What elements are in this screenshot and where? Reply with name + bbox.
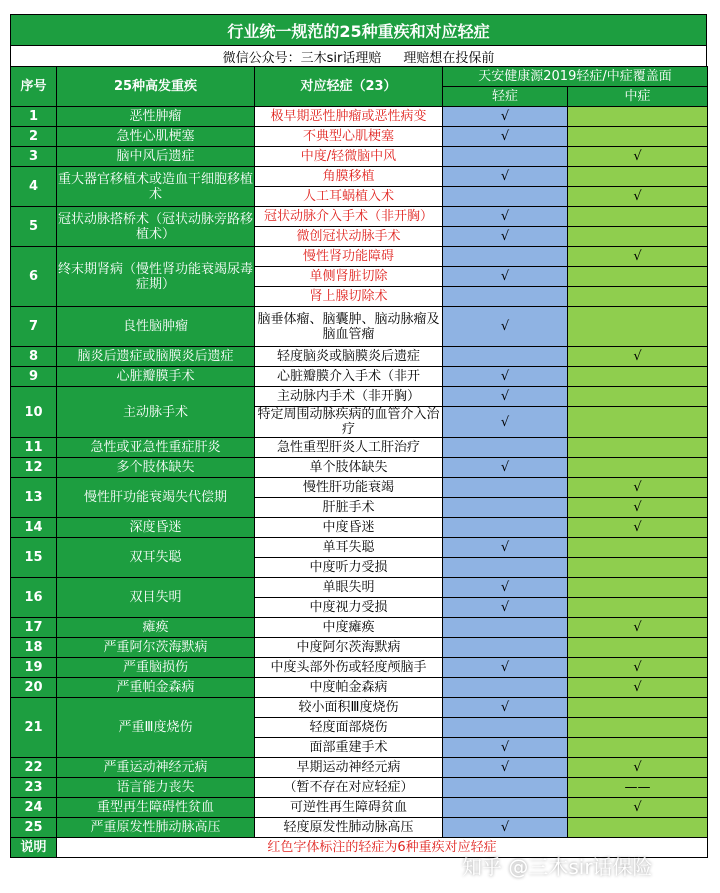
row-number: 3 [11,147,57,167]
mid-coverage-cell: √ [568,478,708,498]
table-row [11,438,708,458]
table-row [11,247,708,267]
mid-coverage-cell: √ [568,147,708,167]
row-number: 17 [11,618,57,638]
mild-condition: 极早期恶性肿瘤或恶性病变 [255,107,443,127]
mid-coverage-cell [568,578,708,598]
table-row [11,758,708,778]
light-coverage-cell: √ [443,387,568,407]
mid-coverage-cell [568,387,708,407]
mild-condition: 脑垂体瘤、脑囊肿、脑动脉瘤及脑血管瘤 [255,307,443,347]
mild-condition: 中度帕金森病 [255,678,443,698]
mild-condition: 慢性肾功能障碍 [255,247,443,267]
light-coverage-cell: √ [443,658,568,678]
disease-name: 语言能力丧失 [57,778,255,798]
row-number: 14 [11,518,57,538]
disease-name: 心脏瓣膜手术 [57,367,255,387]
row-number: 6 [11,247,57,307]
table-row [11,538,708,558]
mid-coverage-cell [568,227,708,247]
row-number: 13 [11,478,57,518]
light-coverage-cell: √ [443,407,568,438]
zhihu-watermark: 知乎 @三木sir话保险 [462,854,653,879]
light-coverage-cell: √ [443,698,568,718]
light-coverage-cell: √ [443,538,568,558]
mild-condition: 特定周围动脉疾病的血管介入治疗 [255,407,443,438]
light-coverage-cell: √ [443,267,568,287]
light-coverage-cell: √ [443,207,568,227]
header-mild: 对应轻症（23） [255,67,443,107]
mild-condition: 中度阿尔茨海默病 [255,638,443,658]
disease-name: 冠状动脉搭桥术（冠状动脉旁路移植术） [57,207,255,247]
disease-name: 严重Ⅲ度烧伤 [57,698,255,758]
table-title: 行业统一规范的25种重疾和对应轻症 [10,14,707,46]
light-coverage-cell: √ [443,167,568,187]
mild-condition: 单耳失聪 [255,538,443,558]
light-coverage-cell [443,678,568,698]
row-number: 4 [11,167,57,207]
mild-condition: 轻度原发性肺动脉高压 [255,818,443,838]
table-row [11,127,708,147]
table-row [11,387,708,407]
table-row [11,207,708,227]
mild-condition: 早期运动神经元病 [255,758,443,778]
note-label: 说明 [11,838,57,858]
table-row [11,818,708,838]
mid-coverage-cell [568,407,708,438]
mild-condition: 微创冠状动脉手术 [255,227,443,247]
mid-coverage-cell [568,638,708,658]
mild-condition: 中度听力受损 [255,558,443,578]
light-coverage-cell [443,798,568,818]
mild-condition: 较小面积Ⅲ度烧伤 [255,698,443,718]
mild-condition: （暂不存在对应轻症） [255,778,443,798]
header-no: 序号 [11,67,57,107]
table-row [11,367,708,387]
mild-condition: 不典型心肌梗塞 [255,127,443,147]
mild-condition: 冠状动脉介入手术（非开胸） [255,207,443,227]
row-number: 1 [11,107,57,127]
mid-coverage-cell [568,738,708,758]
mid-coverage-cell [568,207,708,227]
light-coverage-cell [443,718,568,738]
row-number: 8 [11,347,57,367]
light-coverage-cell [443,147,568,167]
disease-name: 重大器官移植术或造血干细胞移植术 [57,167,255,207]
mid-coverage-cell [568,107,708,127]
subtitle-account: 微信公众号：三木sir话理赔 [222,50,382,66]
table-row [11,458,708,478]
disease-name: 严重脑损伤 [57,658,255,678]
row-number: 23 [11,778,57,798]
mild-condition: 人工耳蜗植入术 [255,187,443,207]
light-coverage-cell [443,287,568,307]
mid-coverage-cell [568,718,708,738]
disease-name: 瘫痪 [57,618,255,638]
light-coverage-cell [443,478,568,498]
light-coverage-cell [443,347,568,367]
table-body [11,107,708,838]
disease-name: 脑中风后遗症 [57,147,255,167]
mid-coverage-cell [568,558,708,578]
disease-name: 双耳失聪 [57,538,255,578]
disease-name: 严重原发性肺动脉高压 [57,818,255,838]
mid-coverage-cell: √ [568,798,708,818]
table-row [11,798,708,818]
mild-condition: 急性重型肝炎人工肝治疗 [255,438,443,458]
header-disease: 25种高发重疾 [57,67,255,107]
disease-name: 多个肢体缺失 [57,458,255,478]
disease-name: 急性心肌梗塞 [57,127,255,147]
disease-name: 恶性肿瘤 [57,107,255,127]
light-coverage-cell: √ [443,127,568,147]
mild-condition: 轻度脑炎或脑膜炎后遗症 [255,347,443,367]
mid-coverage-cell: √ [568,498,708,518]
mild-condition: 可逆性再生障碍贫血 [255,798,443,818]
disease-name: 终末期肾病（慢性肾功能衰竭尿毒症期） [57,247,255,307]
disease-name: 严重阿尔茨海默病 [57,638,255,658]
row-number: 7 [11,307,57,347]
table-row [11,578,708,598]
light-coverage-cell: √ [443,738,568,758]
mid-coverage-cell [568,127,708,147]
mid-coverage-cell: √ [568,758,708,778]
table-row [11,518,708,538]
mild-condition: 单眼失明 [255,578,443,598]
table-row [11,478,708,498]
disease-name: 慢性肝功能衰竭失代偿期 [57,478,255,518]
row-number: 12 [11,458,57,478]
mid-coverage-cell [568,287,708,307]
light-coverage-cell: √ [443,458,568,478]
row-number: 5 [11,207,57,247]
row-number: 25 [11,818,57,838]
mild-condition: 中度头部外伤或轻度颅脑手 [255,658,443,678]
row-number: 16 [11,578,57,618]
light-coverage-cell: √ [443,367,568,387]
table-row [11,107,708,127]
mild-condition: 慢性肝功能衰竭 [255,478,443,498]
disease-name: 主动脉手术 [57,387,255,438]
mild-condition: 肝脏手术 [255,498,443,518]
disease-name: 重型再生障碍性贫血 [57,798,255,818]
mid-coverage-cell: √ [568,518,708,538]
disease-table [10,66,708,858]
disease-name: 严重运动神经元病 [57,758,255,778]
table-row [11,678,708,698]
light-coverage-cell [443,638,568,658]
row-number: 21 [11,698,57,758]
row-number: 24 [11,798,57,818]
disease-name: 严重帕金森病 [57,678,255,698]
mild-condition: 单侧肾脏切除 [255,267,443,287]
mild-condition: 中度/轻微脑中风 [255,147,443,167]
table-row [11,638,708,658]
mild-condition: 面部重建手术 [255,738,443,758]
row-number: 19 [11,658,57,678]
mid-coverage-cell: √ [568,618,708,638]
row-number: 15 [11,538,57,578]
mid-coverage-cell: √ [568,247,708,267]
row-number: 2 [11,127,57,147]
subtitle [10,46,707,66]
mid-coverage-cell [568,307,708,347]
mild-condition: 单个肢体缺失 [255,458,443,478]
row-number: 22 [11,758,57,778]
light-coverage-cell: √ [443,107,568,127]
light-coverage-cell: √ [443,758,568,778]
light-coverage-cell [443,498,568,518]
mid-coverage-cell [568,538,708,558]
subtitle-slogan: 理赔想在投保前 [403,50,495,66]
mid-coverage-cell [568,818,708,838]
table-row [11,698,708,718]
mild-condition: 角膜移植 [255,167,443,187]
row-number: 10 [11,387,57,438]
mild-condition: 心脏瓣膜介入手术（非开 [255,367,443,387]
mild-condition: 主动脉内手术（非开胸） [255,387,443,407]
row-number: 18 [11,638,57,658]
table-row [11,147,708,167]
disease-name: 双目失明 [57,578,255,618]
light-coverage-cell [443,518,568,538]
mid-coverage-cell [568,598,708,618]
mid-coverage-cell [568,367,708,387]
disease-name: 急性或亚急性重症肝炎 [57,438,255,458]
table-row [11,618,708,638]
mid-coverage-cell [568,458,708,478]
table-row [11,307,708,347]
table-row [11,347,708,367]
light-coverage-cell [443,778,568,798]
row-number: 9 [11,367,57,387]
header-product: 天安健康源2019轻症/中症覆盖面 [443,67,708,87]
row-number: 11 [11,438,57,458]
note-text: 红色字体标注的轻症为6种重疾对应轻症 [57,838,708,858]
disease-name: 深度昏迷 [57,518,255,538]
mid-coverage-cell: —— [568,778,708,798]
mild-condition: 中度瘫痪 [255,618,443,638]
mid-coverage-cell: √ [568,347,708,367]
disease-name: 良性脑肿瘤 [57,307,255,347]
mild-condition: 轻度面部烧伤 [255,718,443,738]
mid-coverage-cell: √ [568,658,708,678]
mild-condition: 中度昏迷 [255,518,443,538]
light-coverage-cell [443,618,568,638]
mid-coverage-cell: √ [568,678,708,698]
light-coverage-cell [443,558,568,578]
table-row [11,167,708,187]
disease-name: 脑炎后遗症或脑膜炎后遗症 [57,347,255,367]
mild-condition: 肾上腺切除术 [255,287,443,307]
light-coverage-cell [443,438,568,458]
mid-coverage-cell [568,698,708,718]
row-number: 20 [11,678,57,698]
light-coverage-cell: √ [443,818,568,838]
light-coverage-cell: √ [443,227,568,247]
table-row [11,658,708,678]
mid-coverage-cell [568,167,708,187]
light-coverage-cell [443,187,568,207]
table-row [11,778,708,798]
header-light: 轻症 [443,87,568,107]
light-coverage-cell: √ [443,307,568,347]
mid-coverage-cell [568,267,708,287]
light-coverage-cell [443,247,568,267]
light-coverage-cell: √ [443,598,568,618]
mid-coverage-cell [568,438,708,458]
header-mid: 中症 [568,87,708,107]
light-coverage-cell: √ [443,578,568,598]
mild-condition: 中度视力受损 [255,598,443,618]
mid-coverage-cell: √ [568,187,708,207]
